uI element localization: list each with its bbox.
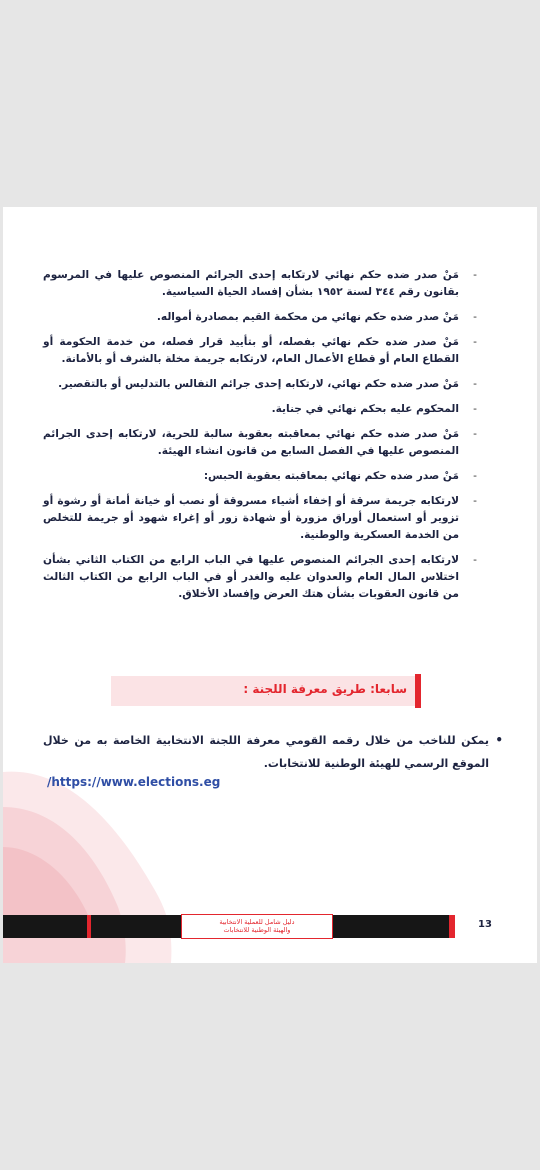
list-item-text: مَنْ صدر ضده حكم نهائي بمعاقبته بعقوبة سالبة للحرية، لارتكابه إحدى الجرائم المنصوص عليها في الفصل السابع من قانون انشاء الهيئة.: [43, 428, 459, 457]
dash-marker: -: [473, 554, 477, 566]
footer-red-stripe: [87, 915, 91, 938]
list-item-text: مَنْ صدر ضده حكم نهائي، لارتكابه إحدى جرائم التفالس بالتدليس أو بالتقصير.: [58, 378, 459, 390]
list-item: [43, 267, 475, 301]
list-item-text: مَنْ صدر ضده حكم نهائي بمعاقبته بعقوبة الحبس:: [203, 470, 459, 482]
list-item-text: مَنْ صدر ضده حكم نهائي لارتكابه إحدى الجرائم المنصوص عليها في المرسوم بقانون رقم ٣٤٤ لسنة ١٩٥٢ بشأن إفساد الحياة السياسية.: [43, 269, 459, 298]
dash-marker: -: [473, 403, 477, 415]
footer-dark-segment: [3, 915, 87, 938]
document-page: [3, 207, 537, 963]
ineligibility-list: [43, 267, 475, 611]
footer-guide-label: [181, 914, 333, 939]
section-heading-box: [111, 676, 421, 706]
heading-accent-bar: [415, 674, 421, 708]
bullet-text: يمكن للناخب من خلال رقمه القومي معرفة اللجنة الانتخابية الخاصة به من خلال الموقع الرسمي للهيئة الوطنية للانتخابات.: [43, 734, 489, 770]
dash-marker: -: [473, 470, 477, 482]
dash-marker: -: [473, 428, 477, 440]
page-number: 13: [478, 919, 492, 930]
dash-marker: -: [473, 495, 477, 507]
bullet-icon: •: [495, 733, 503, 747]
committee-lookup-paragraph: [43, 729, 503, 775]
list-item-text: لارتكابه جريمة سرقة أو إخفاء أشياء مسروقة أو نصب أو خيانة أمانة أو رشوة أو تزوير أو استعمال أوراق مزورة أو شهادة زور أو إغراء شهود أو جريمة للتخلص من الخدمة العسكرية والوطنية.: [43, 495, 459, 541]
list-item: [43, 334, 475, 368]
footer-line-1: دليل شامل للعملية الانتخابية: [219, 918, 295, 926]
list-item: [43, 468, 475, 485]
list-item: [43, 552, 475, 603]
dash-marker: -: [473, 378, 477, 390]
dash-marker: -: [473, 269, 477, 281]
list-item: [43, 401, 475, 418]
list-item-text: مَنْ صدر ضده حكم نهائي بفصله، أو بتأييد قرار فصله، من خدمة الحكومة أو القطاع العام أو قطاع الأعمال العام، لارتكابه جريمة مخلة بالشرف أو بالأمانة.: [43, 336, 459, 365]
list-item: [43, 426, 475, 460]
list-item-text: لارتكابه إحدى الجرائم المنصوص عليها في الباب الرابع من الكتاب الثاني بشأن اختلاس المال العام والعدوان عليه والغدر أو في الباب الرابع من الكتاب الثالث من قانون العقوبات بشأن هتك العرض وإفساد الأخلاق.: [43, 554, 459, 600]
list-item: [43, 493, 475, 544]
list-item: [43, 309, 475, 326]
dash-marker: -: [473, 311, 477, 323]
list-item-text: المحكوم عليه بحكم نهائي في جناية.: [271, 403, 459, 415]
footer-line-2: والهيئة الوطنية للانتخابات: [223, 926, 291, 934]
elections-website-link[interactable]: /https://www.elections.eg: [47, 775, 221, 789]
dash-marker: -: [473, 336, 477, 348]
section-heading: سابعا: طريق معرفة اللجنة :: [243, 682, 407, 696]
list-item-text: مَنْ صدر ضده حكم نهائي من محكمة القيم بمصادرة أمواله.: [156, 311, 459, 323]
list-item: [43, 376, 475, 393]
